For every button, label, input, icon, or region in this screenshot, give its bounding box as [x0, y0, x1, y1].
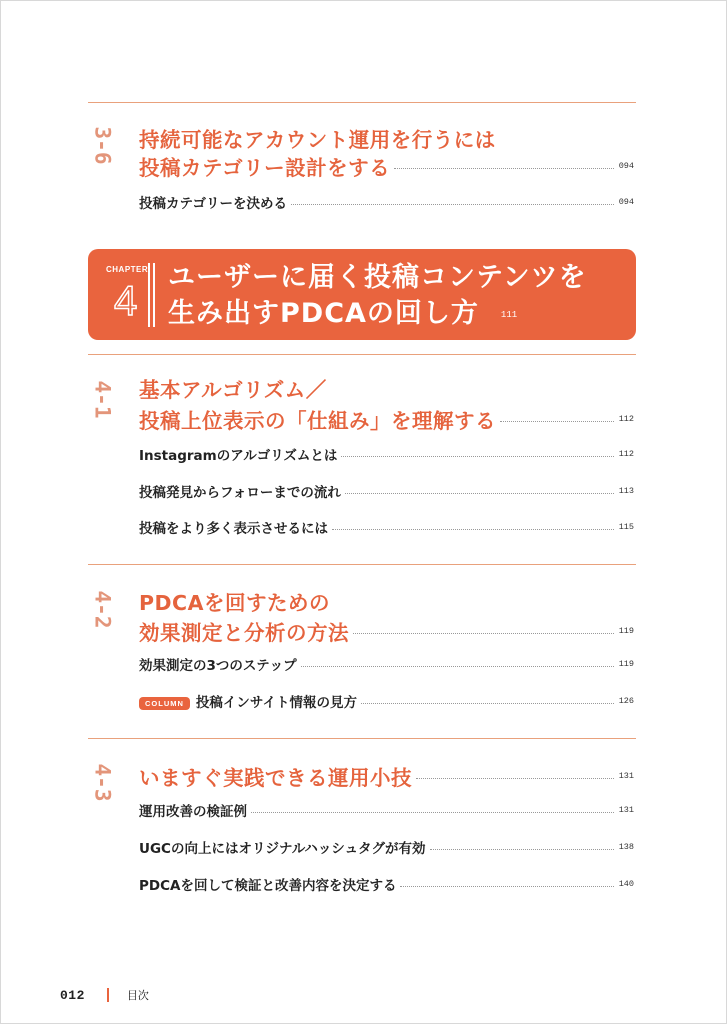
page-number: 119 [618, 626, 634, 636]
toc-entry[interactable] [139, 800, 634, 820]
leader-dots [332, 529, 614, 530]
toc-entry[interactable] [139, 192, 634, 212]
toc-entry-column[interactable] [139, 691, 634, 711]
page-number: 119 [618, 659, 634, 669]
section-number: 4-1 [90, 380, 115, 419]
chapter-title-line2-wrap [168, 296, 587, 333]
page-number: 113 [618, 486, 634, 496]
page-number: 115 [618, 522, 634, 532]
leader-dots [430, 849, 614, 850]
entry-title: Instagramのアルゴリズムとは [139, 448, 338, 464]
entry-title-wrap [139, 691, 357, 711]
entry-title: 運用改善の検証例 [139, 804, 247, 820]
column-badge: COLUMN [139, 697, 190, 710]
section-divider [88, 102, 636, 103]
section-number: 4-3 [90, 763, 115, 802]
toc-entry[interactable] [139, 517, 634, 537]
page-number: 094 [618, 197, 634, 207]
page-number: 094 [618, 161, 634, 171]
chapter-title [168, 260, 587, 333]
toc-entry[interactable] [139, 481, 634, 501]
toc-entry[interactable] [139, 444, 634, 464]
toc-entry[interactable] [139, 837, 634, 857]
page-footer [60, 987, 149, 1003]
section-title-line2: 投稿カテゴリー設計をする [139, 156, 391, 180]
section-title-entry[interactable] [139, 153, 634, 179]
chapter-banner[interactable] [88, 249, 636, 340]
leader-dots [416, 778, 614, 779]
entry-title: 効果測定の3つのステップ [139, 658, 297, 674]
chapter-title-line2: 生み出すPDCAの回し方 [168, 298, 479, 329]
leader-dots [394, 168, 614, 169]
entry-title: 投稿カテゴリーを決める [139, 196, 287, 212]
entry-title: 投稿をより多く表示させるには [139, 521, 328, 537]
leader-dots [251, 812, 614, 813]
footer-label: 目次 [126, 989, 149, 1002]
chapter-title-line1: ユーザーに届く投稿コンテンツを [168, 262, 587, 293]
entry-title: 投稿発見からフォローまでの流れ [139, 485, 341, 501]
page-number: 112 [618, 414, 634, 424]
chapter-page: 111 [500, 309, 518, 320]
section-title-entry[interactable] [139, 618, 634, 644]
page-number: 138 [618, 842, 634, 852]
leader-dots [341, 456, 614, 457]
entry-title: UGCの向上にはオリジナルハッシュタグが有効 [139, 841, 426, 857]
leader-dots [301, 666, 614, 667]
chapter-divider [148, 263, 150, 327]
section-title: いますぐ実践できる運用小技 [139, 766, 412, 790]
toc-entry[interactable] [139, 654, 634, 674]
leader-dots [500, 421, 614, 422]
page-number: 131 [618, 805, 634, 815]
page-number: 140 [618, 879, 634, 889]
leader-dots [400, 886, 614, 887]
section-number: 3-6 [90, 126, 115, 165]
toc-entry[interactable] [139, 874, 634, 894]
page-number: 112 [618, 449, 634, 459]
section-title-entry[interactable] [139, 406, 634, 432]
leader-dots [345, 493, 614, 494]
section-title: PDCAを回すための [139, 591, 330, 615]
section-title: 基本アルゴリズム／ [139, 378, 327, 402]
chapter-label: CHAPTER [106, 265, 149, 274]
section-title: 持続可能なアカウント運用を行うには [139, 128, 496, 152]
footer-separator [107, 988, 109, 1002]
section-divider [88, 738, 636, 739]
section-title-line2: 効果測定と分析の方法 [139, 621, 349, 645]
chapter-number: 4 [114, 277, 138, 324]
entry-title: 投稿インサイト情報の見方 [195, 695, 357, 711]
section-title-entry[interactable] [139, 763, 634, 789]
chapter-divider [153, 263, 155, 327]
section-number: 4-2 [90, 590, 115, 629]
leader-dots [361, 703, 614, 704]
section-divider [88, 354, 636, 355]
footer-page-number: 012 [60, 987, 85, 1003]
section-title-line2: 投稿上位表示の「仕組み」を理解する [139, 409, 496, 433]
page-number: 131 [618, 771, 634, 781]
section-divider [88, 564, 636, 565]
page-number: 126 [618, 696, 634, 706]
entry-title: PDCAを回して検証と改善内容を決定する [139, 878, 397, 894]
leader-dots [353, 633, 614, 634]
leader-dots [291, 204, 614, 205]
